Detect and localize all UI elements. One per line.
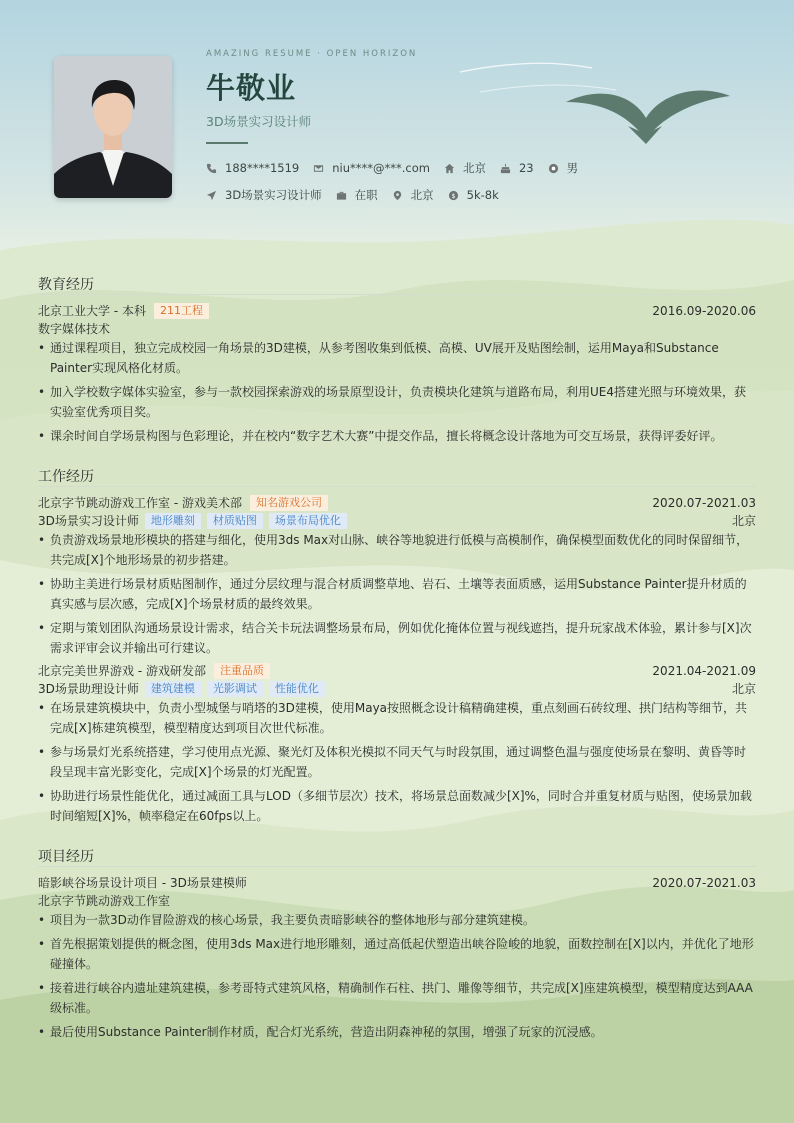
job-date: 2021.04-2021.09 [652, 664, 756, 678]
location-icon [392, 190, 403, 201]
home-icon [444, 163, 455, 174]
company-name: 北京字节跳动游戏工作室 - 游戏美术部 [38, 496, 242, 510]
job-role-row [38, 681, 756, 697]
contact-salary [448, 188, 499, 202]
job-bullet: • 协助进行场景性能优化，通过减面工具与LOD（多细节层次）技术，将场景总面数减少[X]%，同时合并重复材质与贴图，使场景加载时间缩短[X]%，帧率稳定在60fps以上。 [38, 786, 756, 826]
email-text: niu****@***.com [332, 161, 430, 175]
section-divider [38, 866, 756, 867]
money-icon [448, 190, 459, 201]
project-bullet: • 接着进行峡谷内遗址建筑建模，参考哥特式建筑风格，精确制作石柱、拱门、雕像等细节，共完成[X]座建筑模型，模型精度达到AAA级标准。 [38, 978, 756, 1018]
location-text: 北京 [410, 188, 434, 202]
section-title-work: 工作经历 [38, 469, 94, 485]
education-bullet: • 通过课程项目，独立完成校园一角场景的3D建模，从参考图收集到低模、高模、UV展开及贴图绘制，运用Maya和Substance Painter实现风格化材质。 [38, 338, 756, 378]
skill-tag: 光影调试 [207, 681, 263, 697]
company-name: 北京完美世界游戏 - 游戏研发部 [38, 664, 206, 678]
briefcase-icon [336, 190, 347, 201]
skill-tag: 地形雕刻 [145, 513, 201, 529]
svg-text:$: $ [451, 191, 456, 200]
cake-icon [500, 163, 511, 174]
skill-tag: 场景布局优化 [269, 513, 347, 529]
project-org: 北京字节跳动游戏工作室 [38, 894, 171, 908]
section-divider [38, 486, 756, 487]
major: 数字媒体技术 [38, 322, 111, 336]
contact-status [336, 187, 378, 203]
project-bullet: • 项目为一款3D动作冒险游戏的核心场景，我主要负责暗影峡谷的整体地形与部分建筑建模。 [38, 910, 756, 930]
company-badge: 知名游戏公司 [250, 495, 328, 511]
education-bullet: • 课余时间自学场景构图与色彩理论，并在校内“数字艺术大赛”中提交作品，擅长将概念设计落地为可交互场景，获得评委好评。 [38, 426, 756, 446]
phone-text: 188****1519 [225, 161, 300, 175]
contact-row-1 [206, 160, 592, 176]
school-name: 北京工业大学 - 本科 [38, 304, 146, 318]
job-bullet: • 负责游戏场景地形模块的搭建与细化，使用3ds Max对山脉、峡谷等地貌进行低模与高模制作，确保模型面数优化的同时保留细节，共完成[X]个地形场景的初步搭建。 [38, 530, 756, 570]
education-header [38, 303, 756, 319]
job-bullet: • 参与场景灯光系统搭建，学习使用点光源、聚光灯及体积光模拟不同天气与时段氛围，通过调整色温与强度使场景在黎明、黄昏等时段呈现丰富光影变化，完成[X]个场景的灯光配置。 [38, 742, 756, 782]
status-text: 在职 [354, 188, 378, 202]
job-bullet: • 在场景建筑模块中，负责小型城堡与哨塔的3D建模，使用Maya按照概念设计稿精确建模，重点刻画石砖纹理、拱门结构等细节，共完成[X]栋建筑模型，模型精度达到项目次世代标准。 [38, 698, 756, 738]
title-underline [206, 142, 248, 144]
candidate-name: 牛敬业 [206, 71, 297, 105]
profile-photo [54, 56, 172, 198]
contact-location [392, 187, 434, 203]
skill-tag: 建筑建模 [145, 681, 201, 697]
job-header [38, 495, 756, 511]
contact-age [500, 161, 534, 175]
gender-text: 男 [566, 161, 579, 175]
send-icon [206, 190, 217, 201]
skill-tag: 材质贴图 [207, 513, 263, 529]
job-role: 3D场景实习设计师 [38, 514, 139, 528]
education-bullet: • 加入学校数字媒体实验室，参与一款校园探索游戏的场景原型设计，负责模块化建筑与道路布局，利用UE4搭建光照与环境效果，获实验室优秀项目奖。 [38, 382, 756, 422]
contact-phone [206, 161, 299, 175]
education-date: 2016.09-2020.06 [652, 304, 756, 318]
project-bullet: • 最后使用Substance Painter制作材质，配合灯光系统，营造出阴森神秘的氛围，增强了玩家的沉浸感。 [38, 1022, 756, 1042]
project-date: 2020.07-2021.03 [652, 876, 756, 890]
job-title: 3D场景实习设计师 [206, 114, 312, 129]
contact-intention [206, 187, 322, 203]
job-role: 3D场景助理设计师 [38, 682, 139, 696]
job-role-row [38, 513, 756, 529]
section-title-education: 教育经历 [38, 277, 94, 293]
project-header [38, 875, 756, 891]
job-bullet: • 定期与策划团队沟通场景设计需求，结合关卡玩法调整场景布局，例如优化掩体位置与视线遮挡，提升玩家战术体验，累计参与[X]次需求评审会议并输出可行建议。 [38, 618, 756, 658]
contact-gender [548, 160, 579, 176]
mail-icon [313, 163, 324, 174]
school-badge: 211工程 [154, 303, 209, 319]
salary-text: 5k-8k [466, 188, 499, 202]
gender-icon [548, 163, 559, 174]
job-date: 2020.07-2021.03 [652, 496, 756, 510]
contact-home [444, 160, 486, 176]
skill-tag: 性能优化 [269, 681, 325, 697]
section-title-project: 项目经历 [38, 849, 94, 865]
project-bullet: • 首先根据策划提供的概念图，使用3ds Max进行地形雕刻，通过高低起伏塑造出峡谷险峻的地貌，面数控制在[X]以内，并优化了地形碰撞体。 [38, 934, 756, 974]
job-bullet: • 协助主美进行场景材质贴图制作，通过分层纹理与混合材质调整草地、岩石、土壤等表面质感，运用Substance Painter提升材质的真实感与层次感，完成[X]个场景材质的最终效果。 [38, 574, 756, 614]
company-badge: 注重品质 [214, 663, 270, 679]
section-divider [38, 294, 756, 295]
home-text: 北京 [462, 161, 486, 175]
age-text: 23 [518, 161, 534, 175]
intention-text: 3D场景实习设计师 [225, 188, 322, 202]
project-name: 暗影峡谷场景设计项目 - 3D场景建模师 [38, 876, 247, 890]
phone-icon [206, 163, 217, 174]
job-city: 北京 [731, 514, 756, 528]
contact-row-2 [206, 187, 513, 203]
contact-email [313, 161, 430, 175]
tagline: AMAZING RESUME · OPEN HORIZON [206, 49, 418, 59]
job-city: 北京 [731, 682, 756, 696]
job-header [38, 663, 756, 679]
